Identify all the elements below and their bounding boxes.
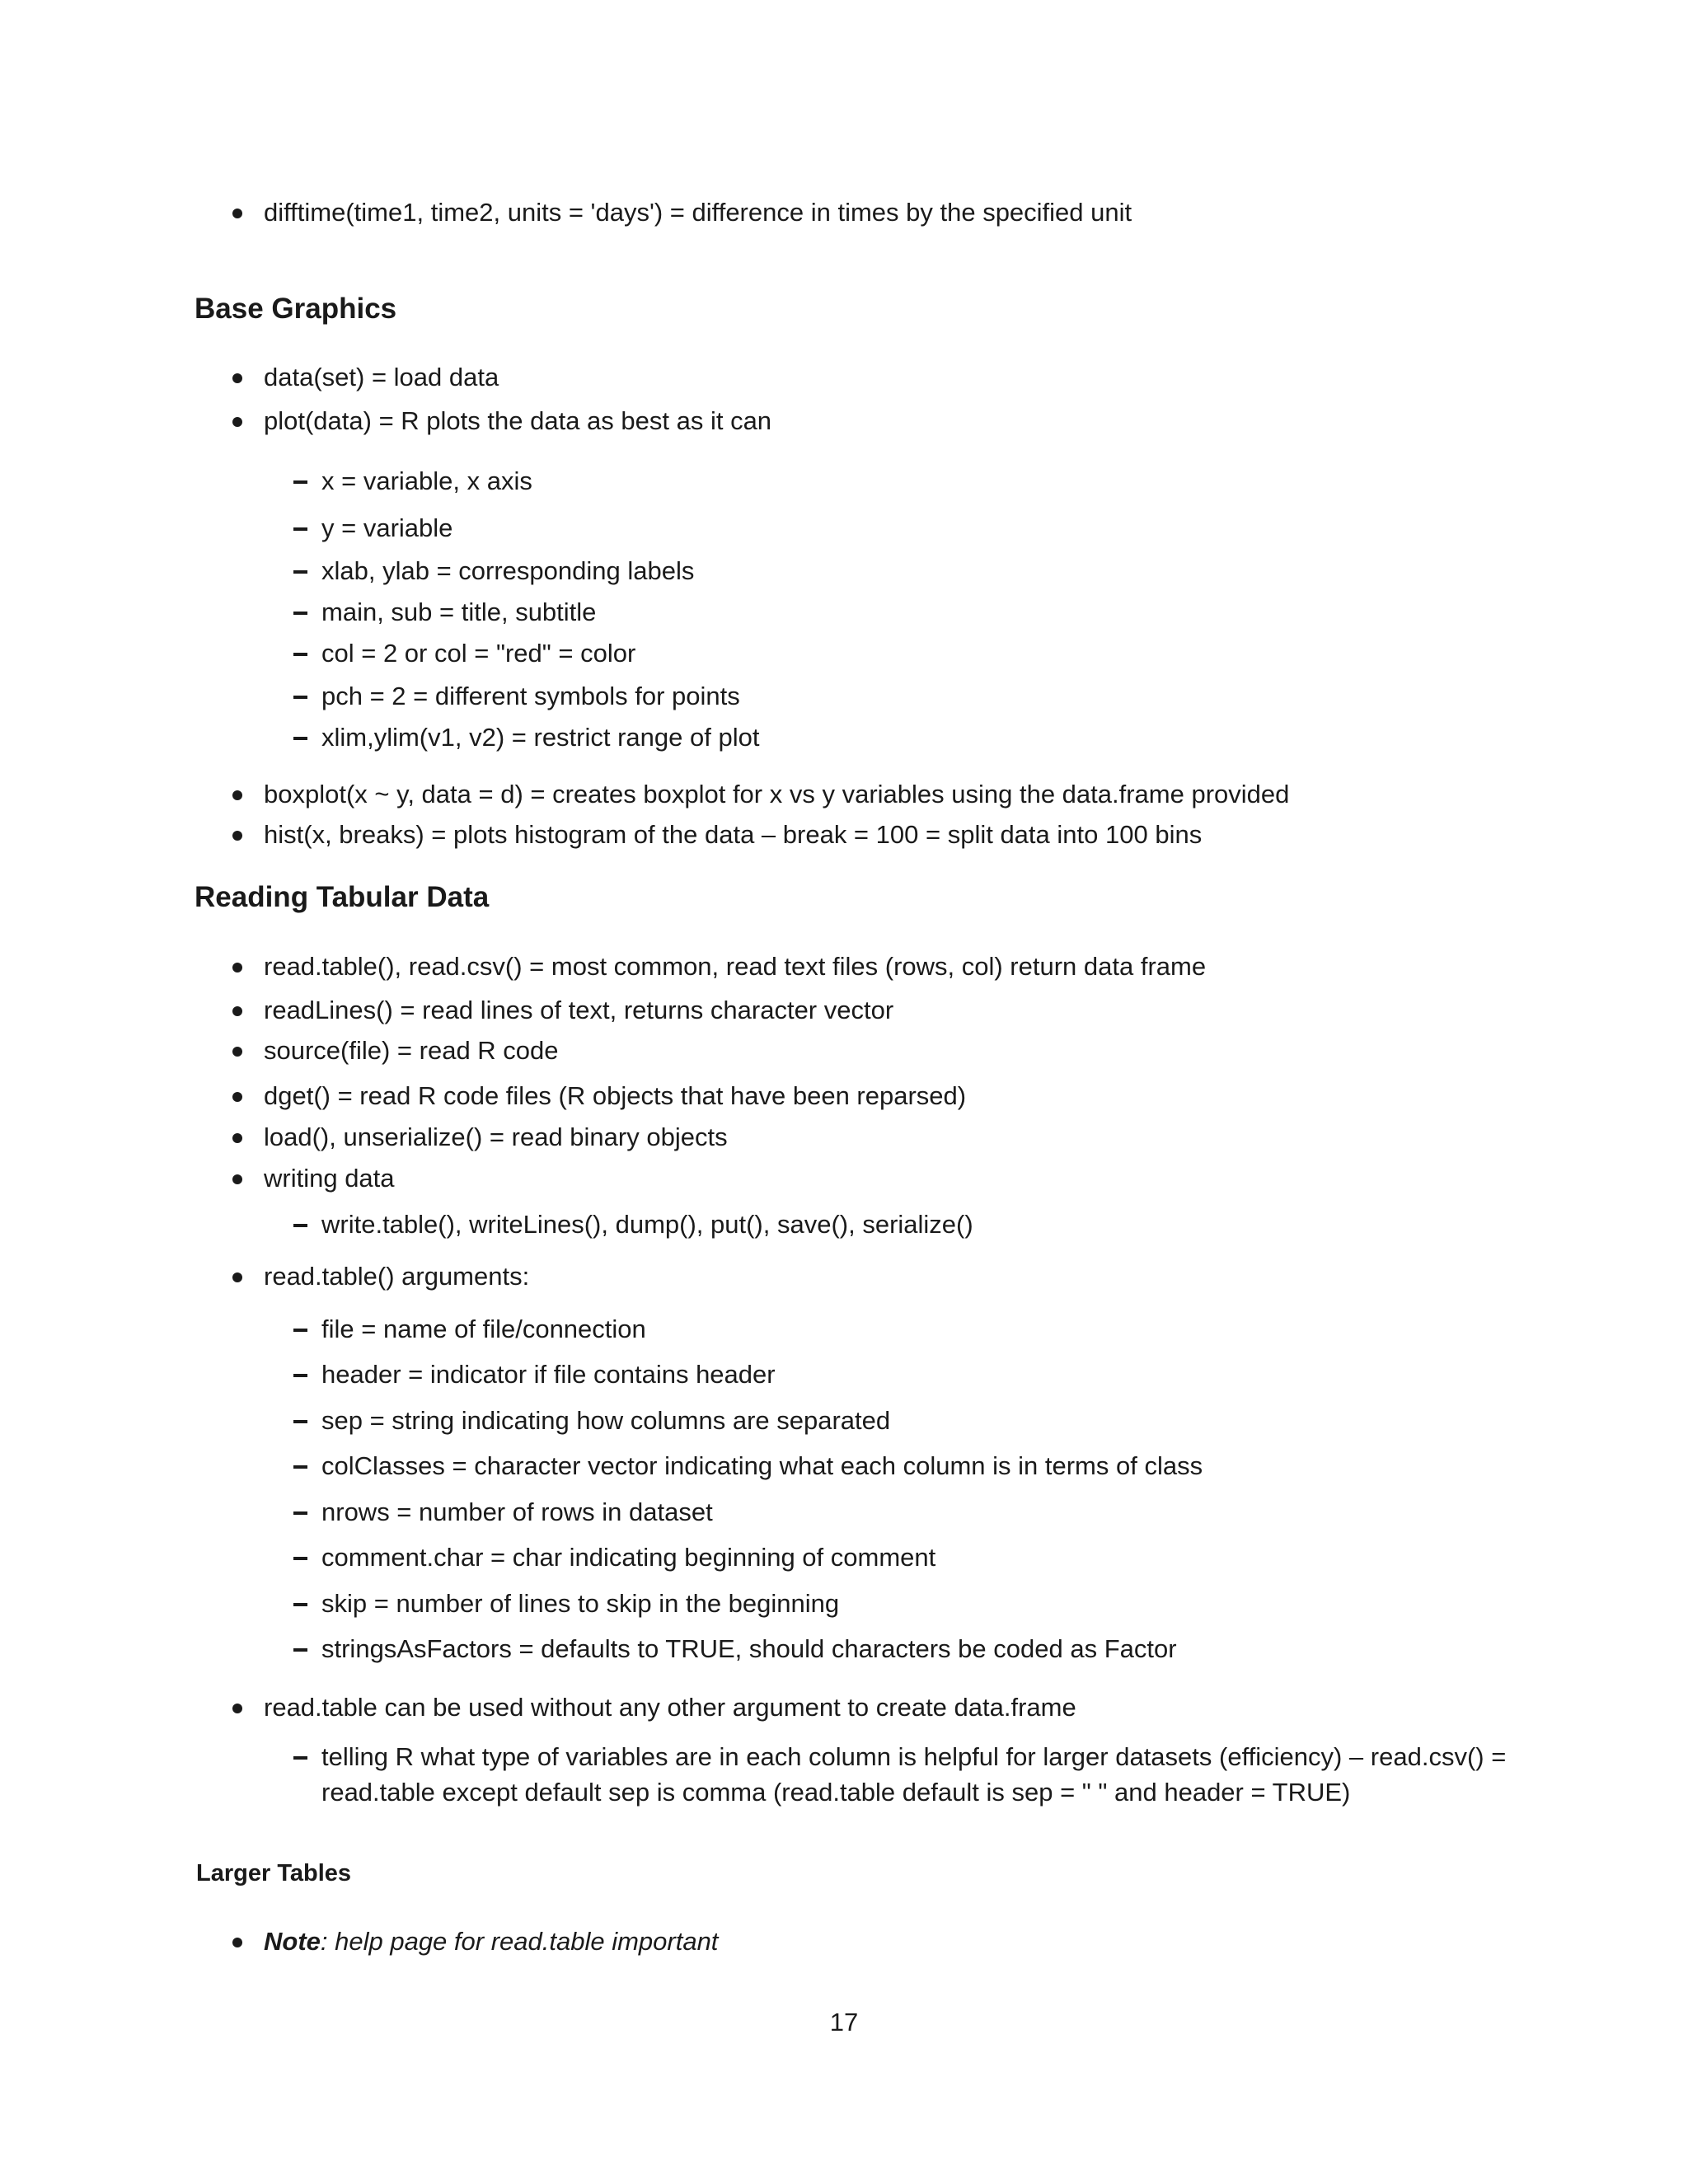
bullet-dot (232, 1174, 242, 1184)
sub-list-item: col = 2 or col = "red" = color (321, 639, 636, 668)
sub-bullet-dash (293, 653, 307, 656)
sub-bullet-dash (293, 1756, 307, 1760)
sub-bullet-dash (293, 1511, 307, 1515)
list-item: plot(data) = R plots the data as best as it can (264, 406, 772, 435)
bullet-dot (232, 1272, 242, 1282)
bullet-dot (232, 1938, 242, 1947)
page-number: 17 (829, 2008, 859, 2036)
note-item (264, 1925, 718, 1958)
bullet-dot (232, 209, 242, 218)
sub-list-item: skip = number of lines to skip in the beginning (321, 1589, 840, 1618)
list-item: data(set) = load data (264, 363, 499, 391)
note-label: Note (264, 1927, 321, 1956)
list-item: difftime(time1, time2, units = 'days') = difference in times by the specified unit (264, 198, 1132, 227)
sub-list-item-line: telling R what type of variables are in each column is helpful for larger datasets (efficiency) – read.csv() = (321, 1742, 1507, 1771)
bullet-dot (232, 417, 242, 427)
sub-list-item: x = variable, x axis (321, 466, 532, 495)
sub-list-item: nrows = number of rows in dataset (321, 1497, 713, 1526)
sub-list-item: header = indicator if file contains header (321, 1360, 776, 1389)
list-item: readLines() = read lines of text, returns character vector (264, 996, 894, 1024)
bullet-dot (232, 1133, 242, 1143)
sub-bullet-dash (293, 1648, 307, 1652)
list-item: dget() = read R code files (R objects that have been reparsed) (264, 1081, 967, 1110)
sub-list-item: main, sub = title, subtitle (321, 598, 597, 626)
bullet-dot (232, 790, 242, 800)
bullet-dot (232, 831, 242, 841)
sub-list-item: xlim,ylim(v1, v2) = restrict range of plot (321, 723, 760, 752)
section-heading-reading-tabular-data: Reading Tabular Data (195, 881, 490, 913)
sub-list-item: xlab, ylab = corresponding labels (321, 556, 695, 585)
sub-bullet-dash (293, 1603, 307, 1606)
list-item: boxplot(x ~ y, data = d) = creates boxplot for x vs y variables using the data.frame provided (264, 780, 1290, 808)
bullet-dot (232, 1047, 242, 1057)
sub-list-item: sep = string indicating how columns are separated (321, 1406, 891, 1435)
bullet-dot (232, 373, 242, 383)
sub-bullet-dash (293, 570, 307, 574)
list-item: writing data (264, 1164, 395, 1193)
sub-list-item: colClasses = character vector indicating what each column is in terms of class (321, 1451, 1203, 1480)
sub-bullet-dash (293, 1557, 307, 1560)
sub-bullet-dash (293, 696, 307, 699)
list-item: source(file) = read R code (264, 1036, 559, 1065)
list-item: hist(x, breaks) = plots histogram of the data – break = 100 = split data into 100 bins (264, 820, 1203, 849)
sub-bullet-dash (293, 737, 307, 740)
sub-bullet-dash (293, 527, 307, 531)
sub-list-item: write.table(), writeLines(), dump(), put(), save(), serialize() (321, 1210, 973, 1239)
subsection-heading-larger-tables: Larger Tables (196, 1860, 352, 1886)
section-heading-base-graphics: Base Graphics (195, 293, 397, 325)
bullet-dot (232, 1006, 242, 1016)
sub-bullet-dash (293, 480, 307, 484)
sub-bullet-dash (293, 612, 307, 615)
note-text: : help page for read.table important (320, 1927, 719, 1956)
sub-bullet-dash (293, 1374, 307, 1377)
sub-list-item-line: read.table except default sep is comma (read.table default is sep = " " and header = TRUE) (321, 1778, 1351, 1807)
bullet-dot (232, 1092, 242, 1102)
sub-list-item: stringsAsFactors = defaults to TRUE, should characters be coded as Factor (321, 1634, 1177, 1663)
sub-bullet-dash (293, 1329, 307, 1332)
list-item: read.table can be used without any other argument to create data.frame (264, 1693, 1076, 1722)
sub-list-item: file = name of file/connection (321, 1315, 646, 1343)
sub-bullet-dash (293, 1420, 307, 1423)
bullet-dot (232, 963, 242, 972)
list-item: read.table(), read.csv() = most common, read text files (rows, col) return data frame (264, 952, 1207, 981)
sub-bullet-dash (293, 1224, 307, 1227)
bullet-dot (232, 1704, 242, 1713)
sub-bullet-dash (293, 1465, 307, 1469)
list-item: read.table() arguments: (264, 1262, 530, 1291)
list-item: load(), unserialize() = read binary objects (264, 1122, 728, 1151)
sub-list-item: pch = 2 = different symbols for points (321, 682, 740, 710)
sub-list-item: y = variable (321, 513, 453, 542)
sub-list-item: comment.char = char indicating beginning of comment (321, 1543, 936, 1572)
